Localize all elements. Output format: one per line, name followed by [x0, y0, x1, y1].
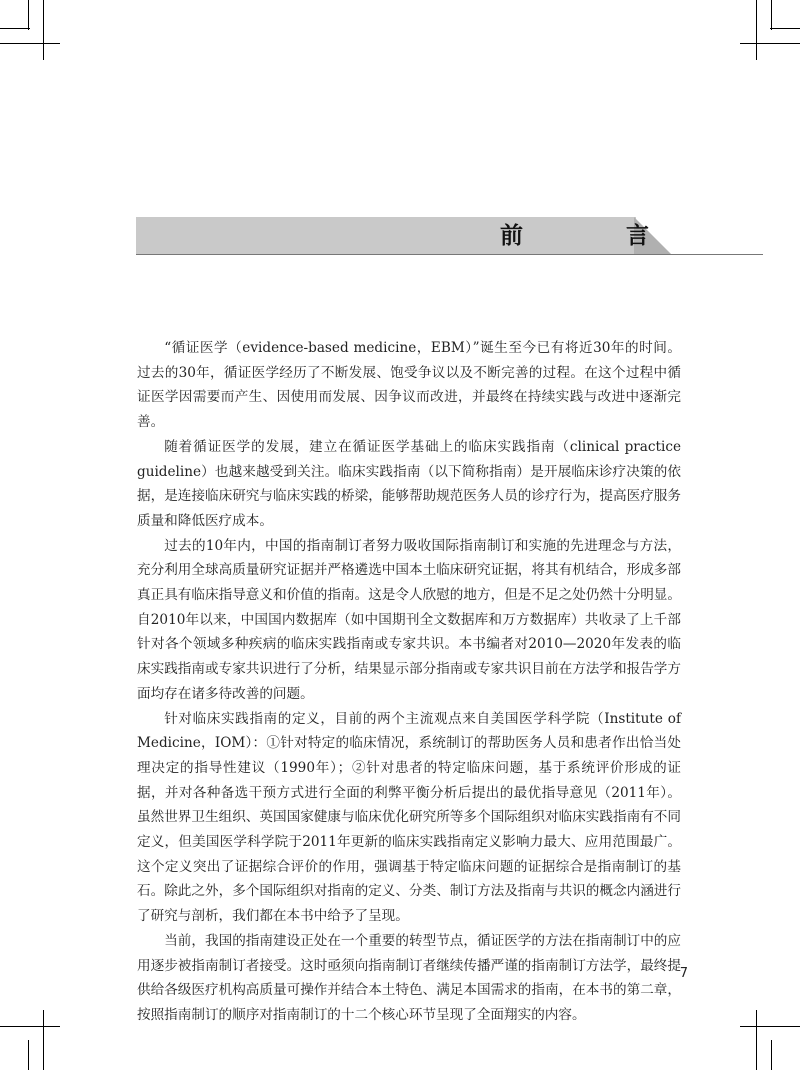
crop-mark-top-right-h2: [770, 28, 800, 29]
crop-mark-top-right-v: [756, 0, 757, 60]
paragraph: 当前，我国的指南建设正处在一个重要的转型节点，循证医学的方法在指南制订中的应用逐步被指南制订者接受。这时亟须向指南制订者继续传播严谨的指南制订方法学，最终提供给各级医疗机构高质量可操作并结合本土特色、满足本国需求的指南，在本书的第二章，按照指南制订的顺序对指南制订的十二个核心环节呈现了全面翔实的内容。: [137, 932, 681, 1023]
crop-mark-top-left-v2: [28, 0, 29, 30]
paragraph: 过去的10年内，中国的指南制订者努力吸收国际指南制订和实施的先进理念与方法，充分利用全球高质量研究证据并严格遴选中国本土临床研究证据，将其有机结合，形成多部真正具有临床指导意义和价值的指南。这是令人欣慰的地方，但是不足之处仍然十分明显。自2010年以来，中国国内数据库（如中国期刊全文数据库和万方数据库）共收录了上千部针对各个领域多种疾病的临床实践指南或专家共识。本书编者对2010—2020年发表的临床实践指南或专家共识进行了分析，结果显示部分指南或专家共识目前在方法学和报告学方面均存在诸多待改善的问题。: [137, 537, 681, 702]
crop-mark-bottom-right-h: [740, 1026, 800, 1027]
page-number: 7: [679, 966, 688, 981]
crop-mark-top-left-h: [0, 43, 60, 44]
crop-mark-bottom-right-v: [756, 1010, 757, 1070]
paragraph: 随着循证医学的发展，建立在循证医学基础上的临床实践指南（clinical practice guideline）也越来越受到关注。临床实践指南（以下简称指南）是开展临床诊疗决策的依据，是连接临床研究与临床实践的桥梁，能够帮助规范医务人员的诊疗行为，提高医疗服务质量和降低医疗成本。: [137, 438, 681, 529]
crop-mark-bottom-left-h: [0, 1026, 60, 1027]
paragraph: “循证医学（evidence-based medicine，EBM）”诞生至今已有将近30年的时间。过去的30年，循证医学经历了不断发展、饱受争议以及不断完善的过程。在这个过程中循证医学因需要而产生、因使用而发展、因争议而改进，并最终在持续实践与改进中逐渐完善。: [137, 340, 681, 431]
chapter-title: 前 言: [500, 223, 689, 249]
chapter-header-rule: [136, 254, 763, 255]
crop-mark-bottom-left-v: [43, 1010, 44, 1070]
crop-mark-top-left-v: [43, 0, 44, 60]
crop-mark-top-left-h2: [0, 28, 30, 29]
crop-mark-top-right-v2: [771, 0, 772, 30]
crop-mark-top-right-h: [740, 43, 800, 44]
preface-body: [137, 336, 681, 1028]
crop-mark-bottom-right-v2: [771, 1040, 772, 1070]
paragraph: 针对临床实践指南的定义，目前的两个主流观点来自美国医学科学院（Institute of Medicine，IOM）：①针对特定的临床情况，系统制订的帮助医务人员和患者作出恰当处理决定的指导性建议（1990年）；②针对患者的特定临床问题，基于系统评价形成的证据，并对各种备选干预方式进行全面的利弊平衡分析后提出的最优指导意见（2011年）。虽然世界卫生组织、英国国家健康与临床优化研究所等多个国际组织对临床实践指南有不同定义，但美国医学科学院于2011年更新的临床实践指南定义影响力最大、应用范围最广。这个定义突出了证据综合评价的作用，强调基于特定临床问题的证据综合是指南制订的基石。除此之外，多个国际组织对指南的定义、分类、制订方法及指南与共识的概念内涵进行了研究与剖析，我们都在本书中给予了呈现。: [137, 710, 681, 925]
crop-mark-bottom-left-v2: [28, 1040, 29, 1070]
